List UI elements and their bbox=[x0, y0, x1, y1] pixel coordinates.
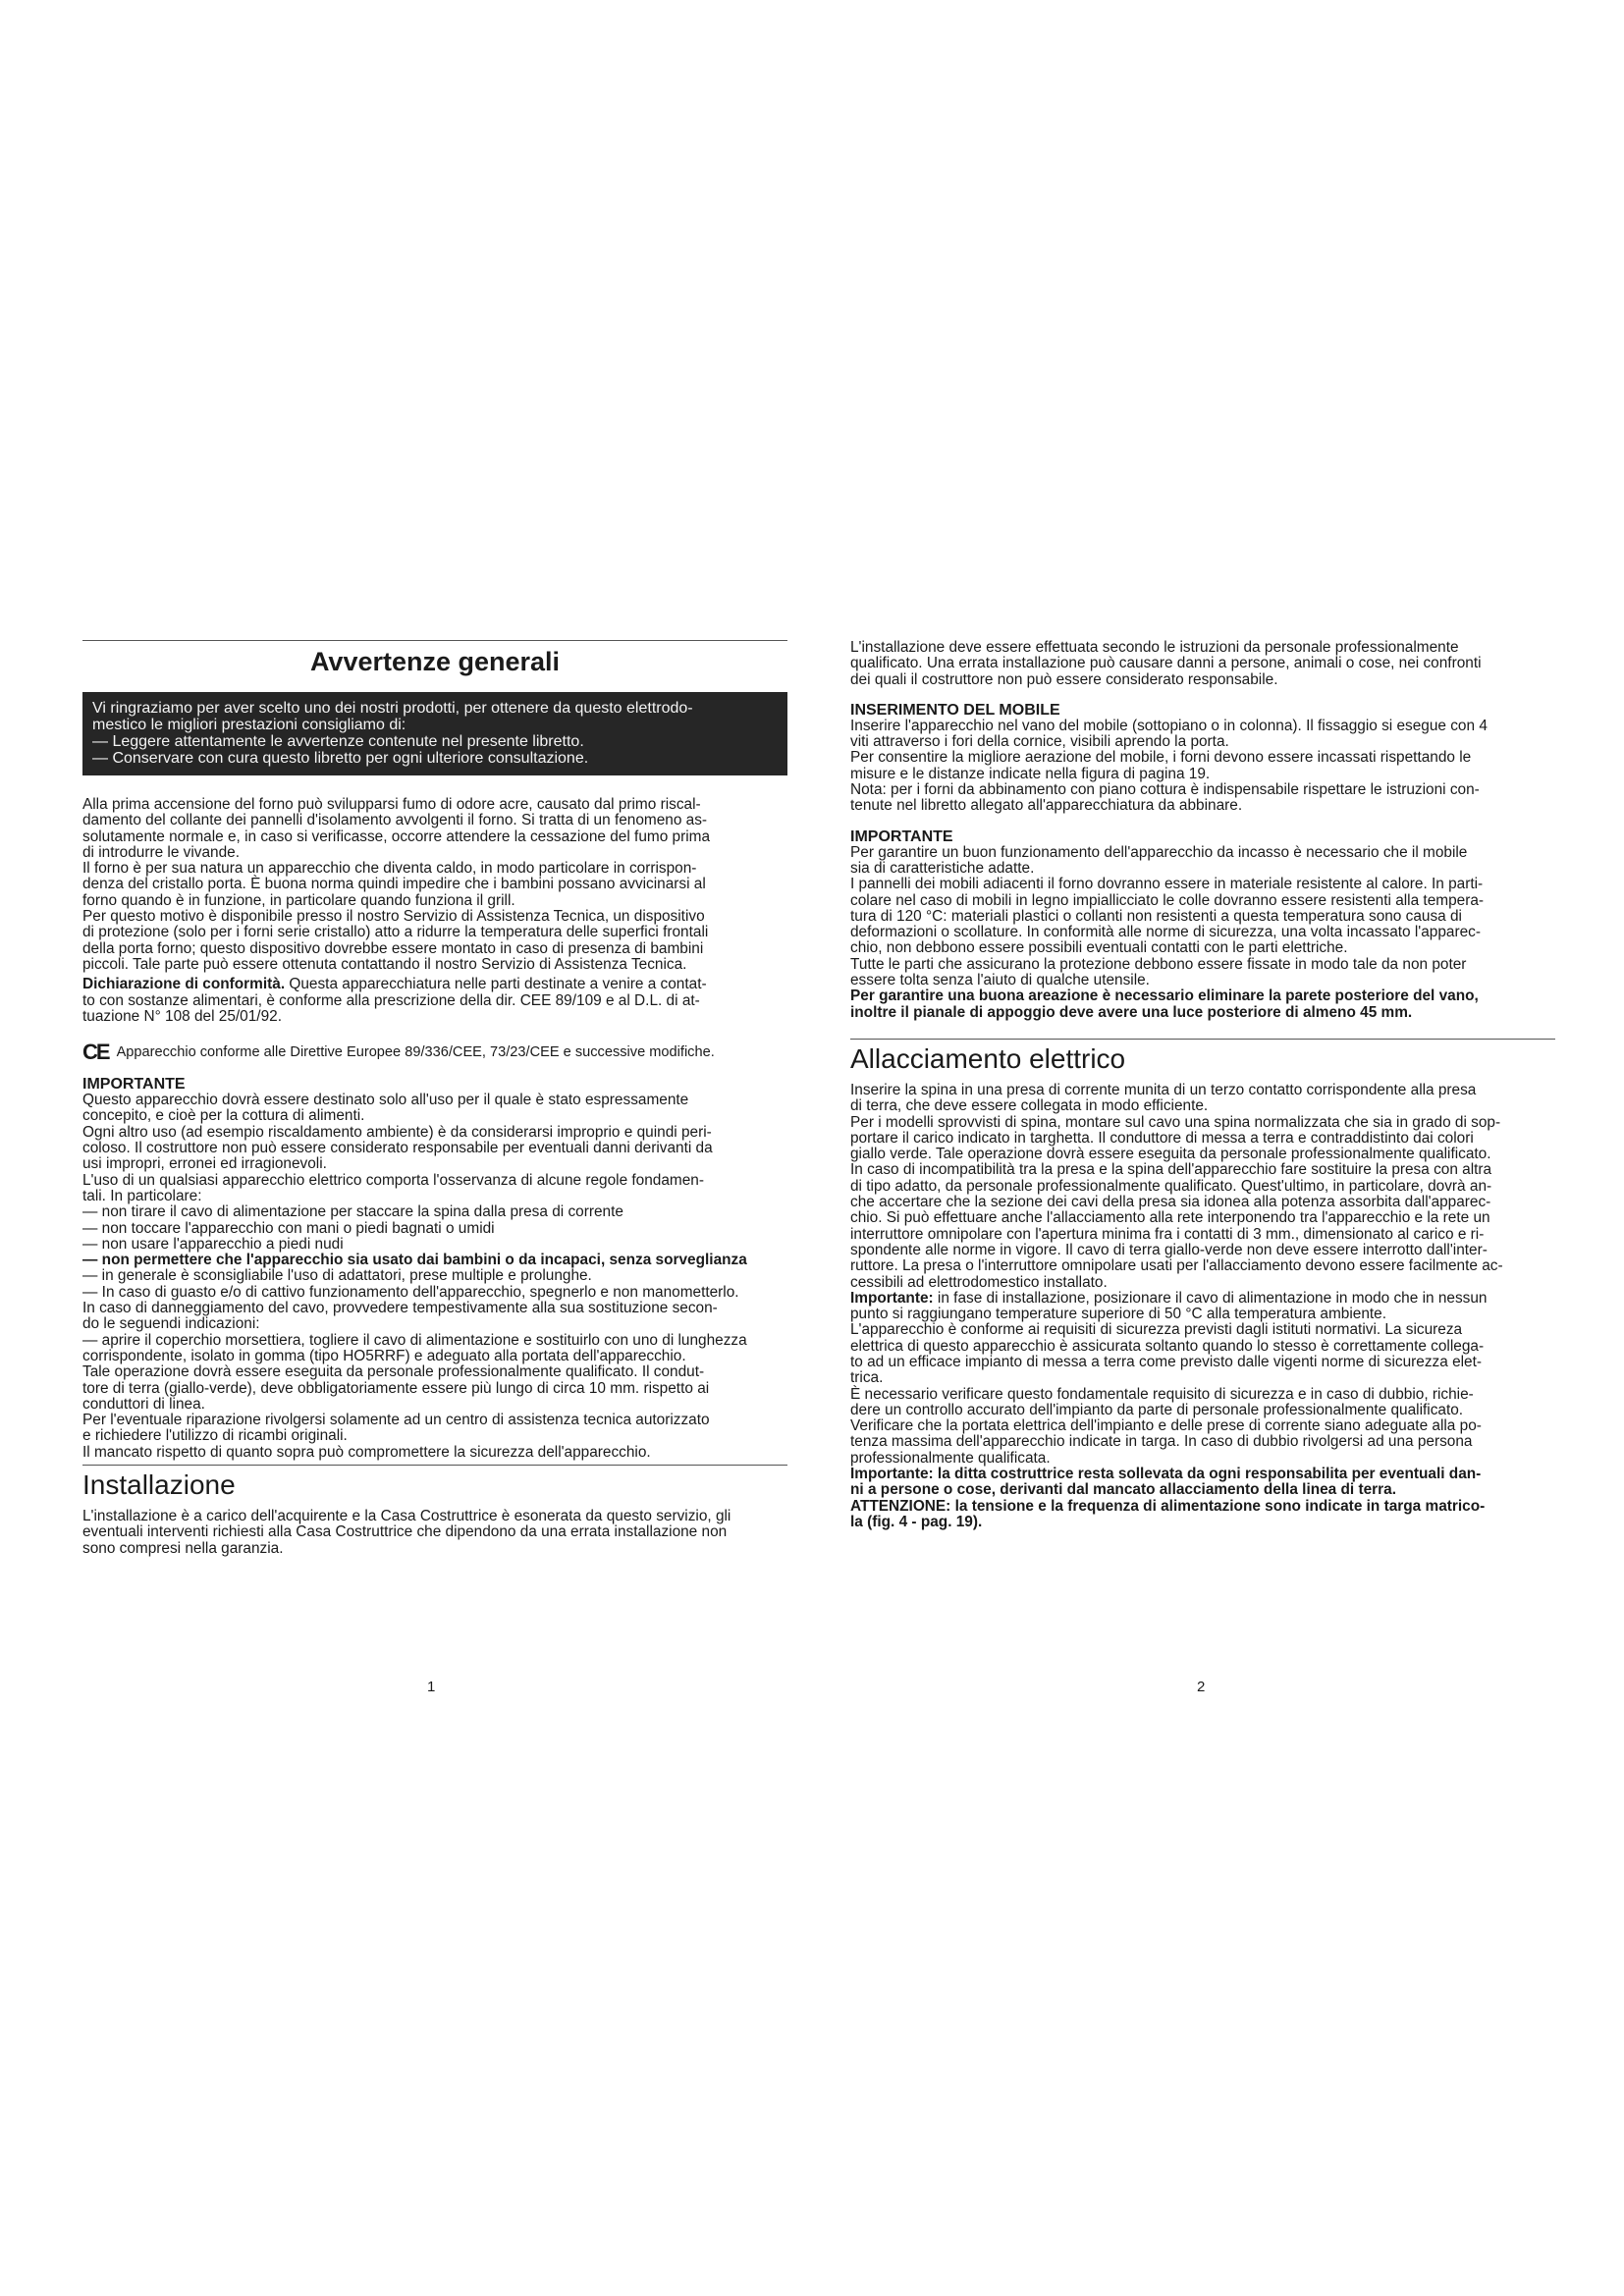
paragraph-caldo bbox=[82, 861, 787, 909]
ce-text: Apparecchio conforme alle Direttive Europee 89/336/CEE, 73/23/CEE e successive modifiche. bbox=[116, 1044, 715, 1060]
text-line: Tale operazione dovrà essere eseguita da personale professionalmente qualificato. Il condut- bbox=[82, 1363, 705, 1381]
installazione-body bbox=[82, 1509, 787, 1557]
text-line: di protezione (solo per i forni serie cristallo) atto a ridurre la temperatura delle superfici frontali bbox=[82, 924, 709, 941]
text-line: — non usare l'apparecchio a piedi nudi bbox=[82, 1235, 344, 1253]
installazione-title: Installazione bbox=[82, 1468, 236, 1500]
importante-label: Importante: bbox=[850, 1289, 934, 1307]
text-line: — non toccare l'apparecchio con mani o piedi bagnati o umidi bbox=[82, 1219, 495, 1237]
text-line: della porta forno; questo dispositivo dovrebbe essere montato in caso di presenza di bambini bbox=[82, 939, 704, 957]
page-title: Avvertenze generali bbox=[309, 647, 561, 676]
intro-box bbox=[82, 692, 787, 775]
warning-line: ni a persone o cose, derivanti dal mancato allacciamento della linea di terra. bbox=[850, 1481, 1396, 1499]
text-span: in fase di installazione, posizionare il cavo di alimentazione in modo che in nessun bbox=[933, 1289, 1488, 1307]
text-line: do le seguendi indicazioni: bbox=[82, 1315, 260, 1333]
text-line: L'installazione è a carico dell'acquirente e la Casa Costruttrice è esonerata da questo servizio, gli bbox=[82, 1507, 731, 1524]
installazione-intro bbox=[850, 640, 1555, 688]
intro-line: — Leggere attentamente le avvertenze contenute nel presente libretto. bbox=[92, 733, 584, 750]
text-line: — In caso di guasto e/o di cattivo funzionamento dell'apparecchio, spegnerlo e non manometterlo. bbox=[82, 1283, 739, 1301]
page-1-column bbox=[82, 640, 787, 1557]
text-line: conduttori di linea. bbox=[82, 1395, 205, 1413]
text-line: Il forno è per sua natura un apparecchio che diventa caldo, in modo particolare in corrispon- bbox=[82, 860, 697, 878]
intro-line: Vi ringraziamo per aver scelto uno dei nostri prodotti, per ottenere da questo elettrodo- bbox=[92, 700, 693, 717]
text-line: deformazioni o scollature. In conformità alle norme di sicurezza, una volta incassato l'apparec- bbox=[850, 924, 1481, 941]
text-line: — aprire il coperchio morsettiera, togliere il cavo di alimentazione e sostituirlo con uno di lunghezza bbox=[82, 1331, 747, 1349]
intro-line: mestico le migliori prestazioni consigliamo di: bbox=[92, 717, 406, 733]
text-line: elettrica di questo apparecchio è assicurata soltanto quando lo stesso è correttamente collega- bbox=[850, 1337, 1485, 1355]
text-line: corrispondente, isolato in gomma (tipo HO5RRF) e adeguato alla portata dell'apparecchio. bbox=[82, 1347, 686, 1364]
text-line: — in generale è sconsigliabile l'uso di adattatori, prese multiple e prolunghe. bbox=[82, 1267, 592, 1285]
text-line: L'uso di un qualsiasi apparecchio elettrico comporta l'osservanza di alcune regole fondamen- bbox=[82, 1171, 704, 1189]
text-line bbox=[82, 977, 787, 992]
text-line: che accertare che la sezione dei cavi della presa sia idonea alla potenza assorbita dall'apparec- bbox=[850, 1194, 1491, 1211]
text-line: Inserire l'apparecchio nel vano del mobile (sottopiano o in colonna). Il fissaggio si esegue con 4 bbox=[850, 717, 1488, 734]
text-line: to con sostanze alimentari, è conforme alla prescrizione della dir. CEE 89/109 e al D.L. di at- bbox=[82, 991, 700, 1009]
text-line: forno quando è in funzione, in particolare quando funziona il grill. bbox=[82, 891, 515, 909]
text-line: dere un controllo accurato dell'impianto da parte di personale professionalmente qualificato. bbox=[850, 1401, 1464, 1418]
text-line: to ad un efficace impianto di messa a terra come previsto dalle vigenti norme di sicurezza elet- bbox=[850, 1353, 1483, 1370]
intro-line: — Conservare con cura questo libretto per ogni ulteriore consultazione. bbox=[92, 750, 589, 767]
text-line: ruttore. La presa o l'interruttore omnipolare usati per l'allacciamento devono essere facilmente ac- bbox=[850, 1257, 1503, 1275]
text-line: piccoli. Tale parte può essere ottenuta contattando il nostro Servizio di Assistenza Tecnica. bbox=[82, 955, 687, 973]
allacciamento-title: Allacciamento elettrico bbox=[850, 1042, 1126, 1074]
text-line: In caso di danneggiamento del cavo, provvedere tempestivamente alla sua sostituzione secon- bbox=[82, 1300, 718, 1317]
text-line: coloso. Il costruttore non può essere considerato responsabile per eventuali danni derivanti da bbox=[82, 1140, 713, 1157]
warning-line: inoltre il pianale di appoggio deve avere una luce posteriore di almeno 45 mm. bbox=[850, 1003, 1413, 1021]
text-line: chio. Si può effettuare anche l'allacciamento alla rete interponendo tra l'apparecchio e la rete un bbox=[850, 1209, 1490, 1227]
page-number: 2 bbox=[1197, 1679, 1206, 1695]
text-line: colare nel caso di mobili in legno impiallicciato le colle dovranno essere resistenti alla tempera- bbox=[850, 891, 1485, 909]
importante-heading: IMPORTANTE bbox=[82, 1076, 186, 1094]
text-line bbox=[850, 1291, 1555, 1307]
paragraph-odore bbox=[82, 797, 787, 861]
text-line: interruttore omnipolare con l'apertura minima fra i contatti di 3 mm., dimensionato al carico e ri- bbox=[850, 1225, 1485, 1243]
inserimento-heading: INSERIMENTO DEL MOBILE bbox=[850, 701, 1060, 719]
text-line: tenza massima dell'apparecchio indicate in targa. In caso di dubbio rivolgersi ad una persona bbox=[850, 1433, 1473, 1451]
text-line: Per questo motivo è disponibile presso il nostro Servizio di Assistenza Tecnica, un dispositivo bbox=[82, 908, 705, 926]
text-line: L'installazione deve essere effettuata secondo le istruzioni da personale professionalmente bbox=[850, 639, 1459, 656]
text-line: misure e le distanze indicate nella figura di pagina 19. bbox=[850, 765, 1211, 782]
text-line: punto si raggiungano temperature superiore di 50 °C alla temperatura ambiente. bbox=[850, 1306, 1387, 1323]
text-line: Il mancato rispetto di quanto sopra può compromettere la sicurezza dell'apparecchio. bbox=[82, 1443, 651, 1461]
importante-body bbox=[82, 1093, 787, 1461]
warning-line: la (fig. 4 - pag. 19). bbox=[850, 1513, 983, 1530]
text-line: essere tolta senza l'aiuto di qualche utensile. bbox=[850, 972, 1150, 989]
text-line: tuazione N° 108 del 25/01/92. bbox=[82, 1007, 282, 1025]
text-line: È necessario verificare questo fondamentale requisito di sicurezza e in caso di dubbio, richie- bbox=[850, 1385, 1474, 1403]
text-line: Questo apparecchio dovrà essere destinato solo all'uso per il quale è stato espressamente bbox=[82, 1092, 689, 1109]
text-line: I pannelli dei mobili adiacenti il forno dovranno essere in materiale resistente al calore. In parti- bbox=[850, 876, 1484, 893]
text-line: qualificato. Una errata installazione può causare danni a persone, animali o cose, nei confronti bbox=[850, 655, 1482, 672]
text-line: concepito, e cioè per la cottura di alimenti. bbox=[82, 1107, 365, 1125]
importante-heading: IMPORTANTE bbox=[850, 828, 953, 845]
warning-line: Importante: la ditta costruttrice resta sollevata da ogni responsabilita per eventuali dan- bbox=[850, 1466, 1482, 1483]
text-line: tura di 120 °C: materiali plastici o collanti non resistenti a questa temperatura sono causa di bbox=[850, 907, 1462, 925]
text-line: Inserire la spina in una presa di corrente munita di un terzo contatto corrispondente alla presa bbox=[850, 1081, 1477, 1098]
text-line: usi impropri, erronei ed irragionevoli. bbox=[82, 1155, 327, 1173]
text-line: professionalmente qualificata. bbox=[850, 1449, 1051, 1467]
warning-line: Per garantire una buona areazione è necessario eliminare la parete posteriore del vano, bbox=[850, 988, 1479, 1005]
text-line: chio, non debbono essere possibili eventuali contatti con le parti elettriche. bbox=[850, 939, 1348, 957]
allacciamento-body bbox=[850, 1083, 1555, 1530]
text-line: — non tirare il cavo di alimentazione per staccare la spina dalla presa di corrente bbox=[82, 1203, 623, 1221]
page-number: 1 bbox=[427, 1679, 436, 1695]
text-line: Per l'eventuale riparazione rivolgersi solamente ad un centro di assistenza tecnica autorizzato bbox=[82, 1412, 710, 1429]
text-line: eventuali interventi richiesti alla Casa Costruttrice che dipendono da una errata installazione non bbox=[82, 1523, 728, 1541]
text-line: tali. In particolare: bbox=[82, 1187, 202, 1204]
text-line: tore di terra (giallo-verde), deve obbligatoriamente essere più lungo di circa 10 mm. rispetto ai bbox=[82, 1379, 710, 1397]
text-line: Tutte le parti che assicurano la protezione debbono essere fissate in modo tale da non poter bbox=[850, 955, 1467, 973]
ce-declaration bbox=[82, 1040, 787, 1065]
page-2-column bbox=[850, 640, 1555, 1530]
text-line: L'apparecchio è conforme ai requisiti di sicurezza previsti dagli istituti normativi. La sicureza bbox=[850, 1321, 1463, 1339]
importante-body bbox=[850, 845, 1555, 1021]
warning-line: — non permettere che l'apparecchio sia usato dai bambini o da incapaci, senza sorveglianza bbox=[82, 1252, 747, 1269]
text-line: trica. bbox=[850, 1369, 884, 1387]
text-line: dei quali il costruttore non può essere considerato responsabile. bbox=[850, 670, 1278, 688]
text-line: e richiedere l'utilizzo di ricambi originali. bbox=[82, 1427, 348, 1445]
text-line: sono compresi nella garanzia. bbox=[82, 1539, 284, 1557]
text-line: damento del collante dei pannelli d'isolamento avvolgenti il forno. Si tratta di un fenomeno as- bbox=[82, 812, 708, 829]
text-line: Per consentire la migliore aerazione del mobile, i forni devono essere incassati rispettando le bbox=[850, 749, 1472, 767]
text-line: Alla prima accensione del forno può svilupparsi fumo di odore acre, causato dal primo riscal- bbox=[82, 796, 701, 813]
text-line: denza del cristallo porta. È buona norma quindi impedire che i bambini possano avvicinarsi al bbox=[82, 876, 706, 893]
text-line: spondente alle norme in vigore. Il cavo di terra giallo-verde non deve essere interrotto dall'inter- bbox=[850, 1241, 1488, 1258]
text-line: cessibili ad elettrodomestico installato. bbox=[850, 1273, 1108, 1291]
text-line: portare il carico indicato in targhetta. Il conduttore di messa a terra e contraddistinto dai colori bbox=[850, 1129, 1474, 1147]
paragraph-dispositivo bbox=[82, 909, 787, 973]
text-line: tenute nel libretto allegato all'apparecchiatura da abbinare. bbox=[850, 797, 1243, 815]
conformita-label: Dichiarazione di conformità. bbox=[82, 976, 286, 993]
text-line: Ogni altro uso (ad esempio riscaldamento ambiente) è da considerarsi improprio e quindi peri- bbox=[82, 1123, 712, 1141]
text-line: solutamente normale e, in caso si verificasse, occorre attendere la cessazione del fumo prima bbox=[82, 828, 711, 845]
text-line: sia di caratteristiche adatte. bbox=[850, 859, 1035, 877]
text-line: Per garantire un buon funzionamento dell'apparecchio da incasso è necessario che il mobile bbox=[850, 843, 1468, 861]
text-line: In caso di incompatibilità tra la presa e la spina dell'apparecchio fare sostituire la presa con altra bbox=[850, 1161, 1492, 1179]
text-line: Verificare che la portata elettrica dell'impianto e delle prese di corrente siano adeguate alla po- bbox=[850, 1417, 1482, 1435]
text-line: di introdurre le vivande. bbox=[82, 843, 240, 861]
text-line: giallo verde. Tale operazione dovrà essere eseguita da personale professionalmente qualificato. bbox=[850, 1146, 1491, 1163]
text-span: Questa apparecchiatura nelle parti destinate a venire a contat- bbox=[285, 976, 707, 993]
text-line: di terra, che deve essere collegata in modo efficiente. bbox=[850, 1097, 1209, 1115]
warning-line: ATTENZIONE: la tensione e la frequenza di alimentazione sono indicate in targa matrico- bbox=[850, 1497, 1486, 1515]
ce-mark-icon: CE bbox=[82, 1040, 109, 1065]
paragraph-conformita bbox=[82, 977, 787, 1025]
inserimento-body bbox=[850, 719, 1555, 815]
text-line: Per i modelli sprovvisti di spina, montare sul cavo una spina normalizzata che sia in grado di sop- bbox=[850, 1113, 1501, 1131]
text-line: Nota: per i forni da abbinamento con piano cottura è indispensabile rispettare le istruzioni con- bbox=[850, 781, 1480, 799]
text-line: viti attraverso i fori della cornice, visibili aprendo la porta. bbox=[850, 733, 1229, 751]
text-line: di tipo adatto, da personale professionalmente qualificato. Quest'ultimo, in particolare, dovrà an- bbox=[850, 1177, 1492, 1195]
